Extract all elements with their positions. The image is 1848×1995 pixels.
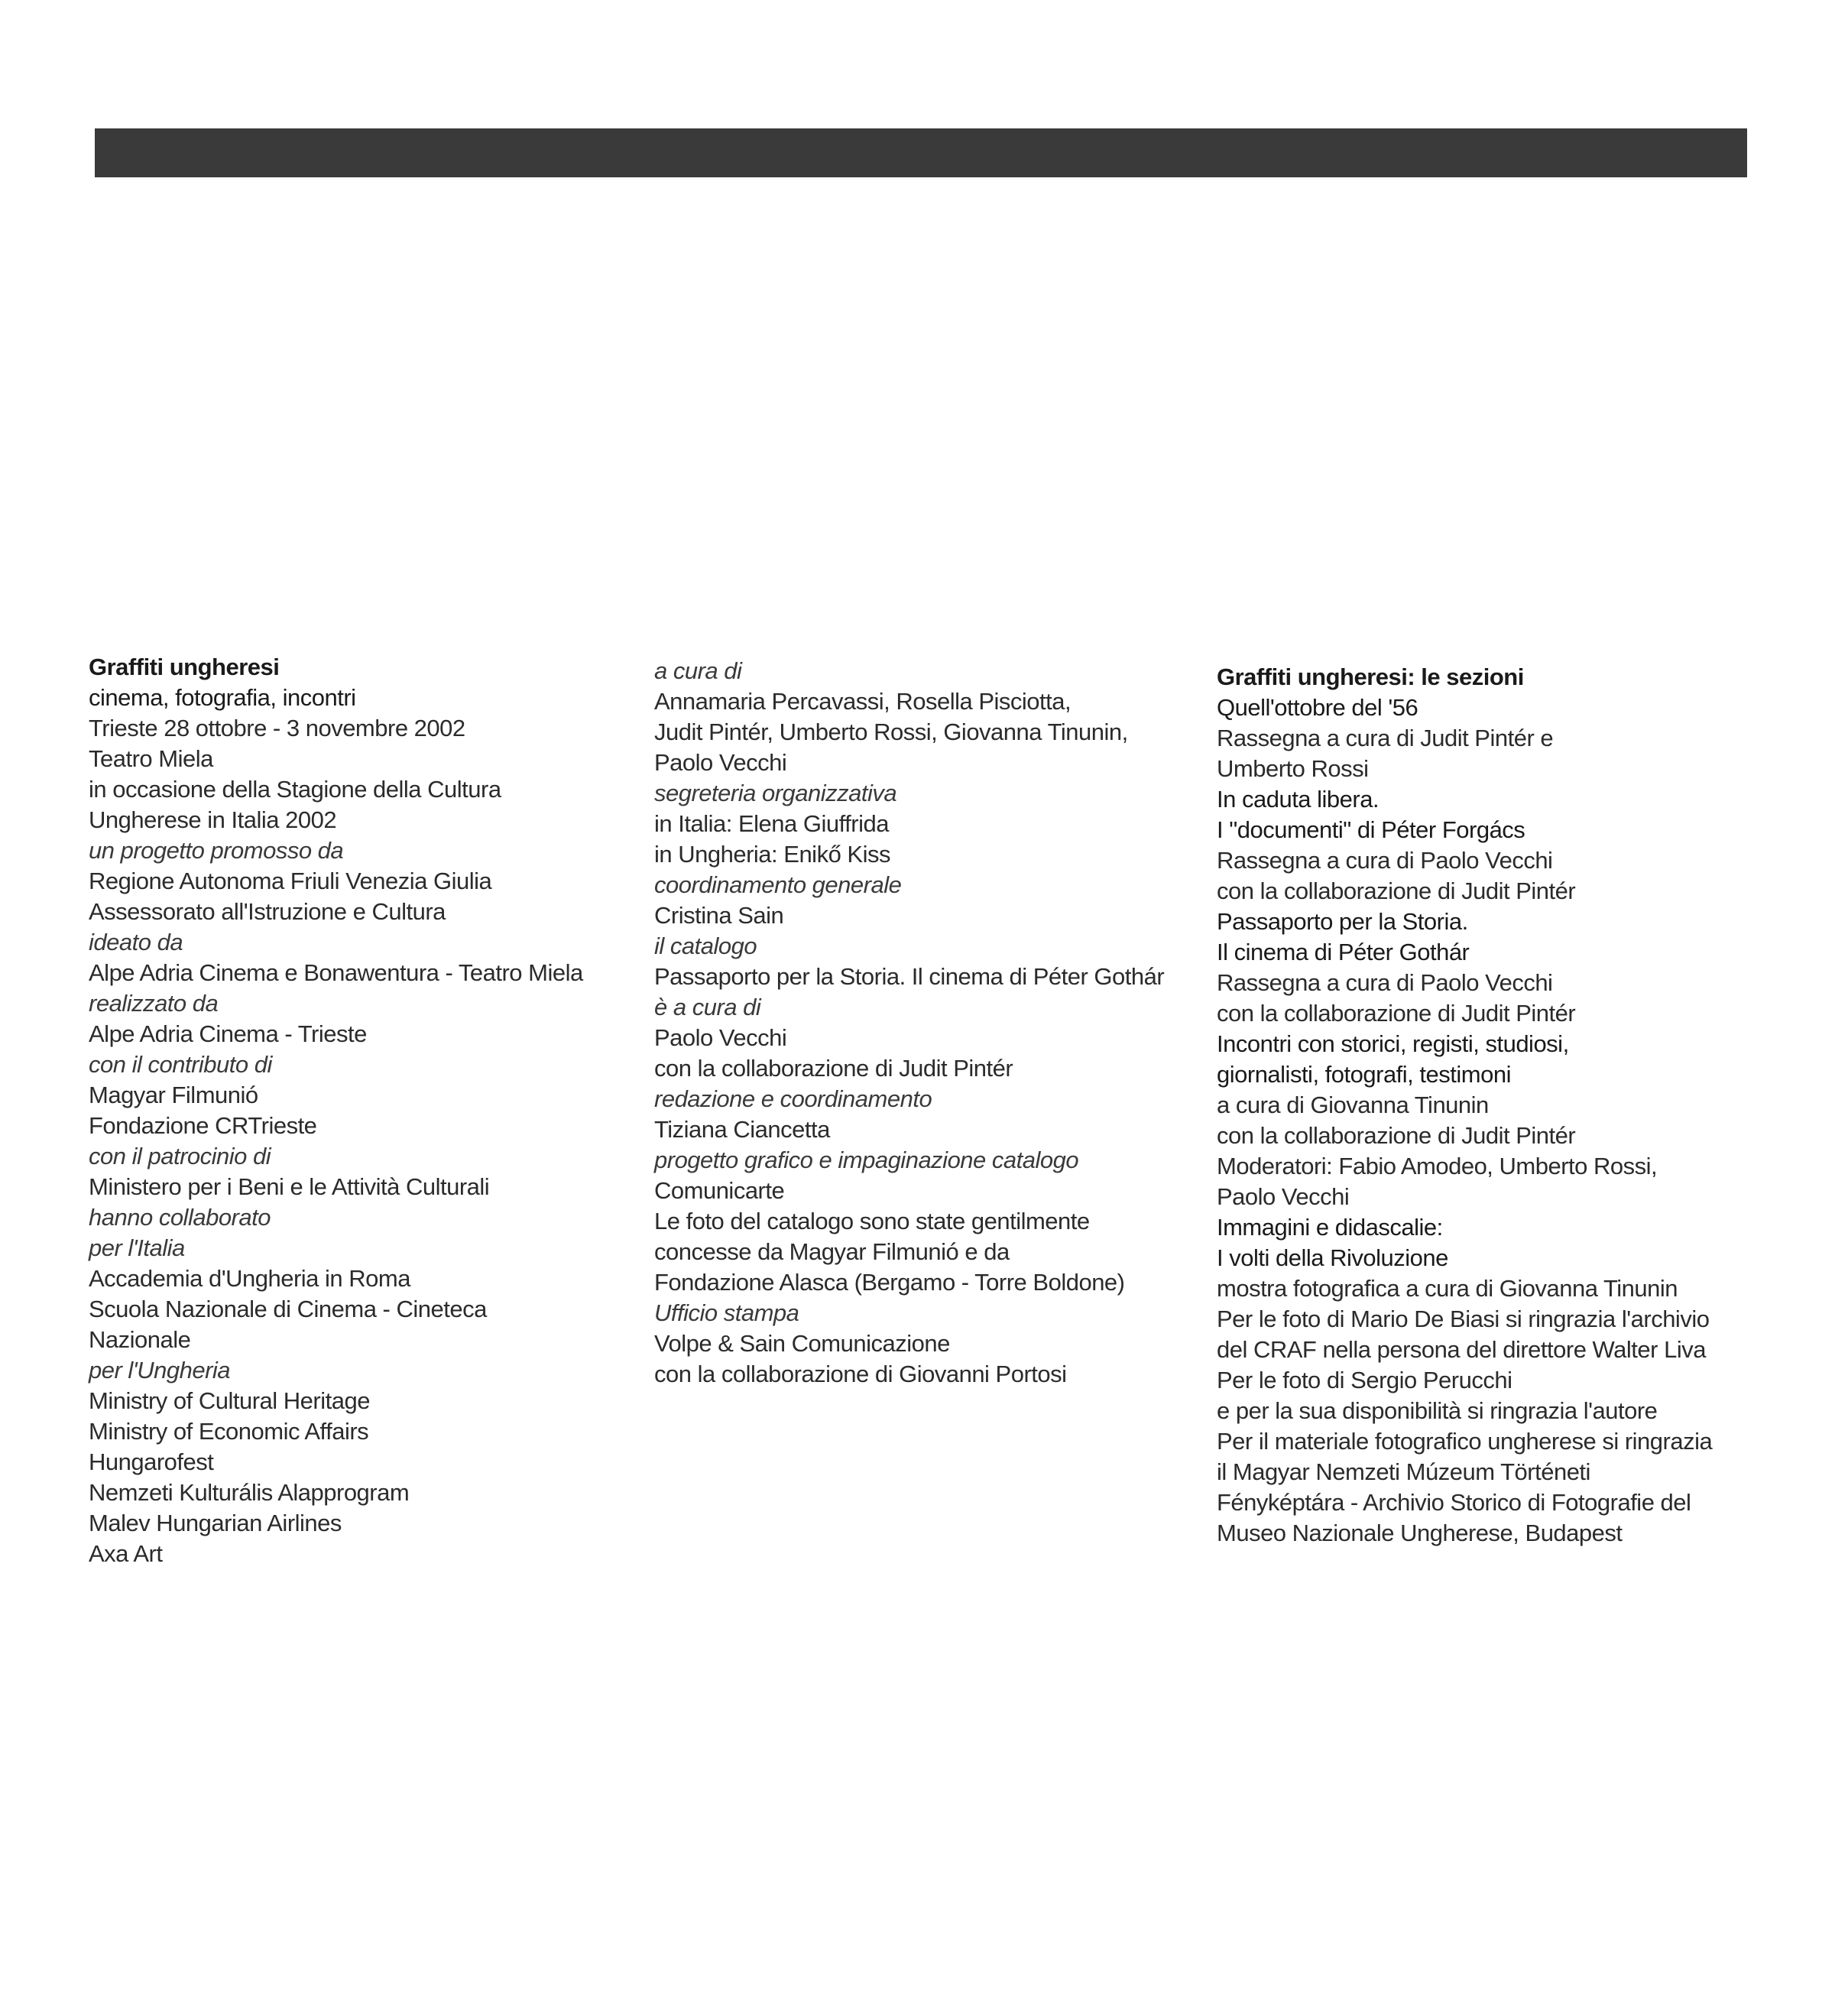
section-title: I "documenti" di Péter Forgács (1217, 816, 1525, 843)
segreteria-block (654, 778, 1204, 870)
section-title: In caduta libera. (1217, 786, 1380, 813)
contributo-block (89, 1049, 654, 1141)
credit-line: Tiziana Ciancetta (654, 1116, 830, 1143)
credit-line: Ministry of Cultural Heritage (89, 1387, 370, 1414)
collaborato-block (89, 1202, 654, 1569)
column-left (89, 652, 654, 1569)
event-subtitle: cinema, fotografia, incontri (89, 684, 356, 711)
patrocinio-block (89, 1141, 654, 1202)
section-title: Quell'ottobre del '56 (1217, 694, 1418, 721)
credit-line: Nazionale (89, 1326, 191, 1353)
occasion-block (89, 774, 654, 835)
segreteria-label: segreteria organizzativa (654, 780, 897, 806)
credit-line: Axa Art (89, 1540, 163, 1567)
contributo-label: con il contributo di (89, 1051, 272, 1078)
promosso-block (89, 835, 654, 927)
catalogo-label: il catalogo (654, 933, 757, 959)
stampa-block (654, 1298, 1204, 1390)
section-text: con la collaborazione di Judit Pintér (1217, 1122, 1576, 1149)
thanks-line: del CRAF nella persona del direttore Walter Liva (1217, 1336, 1706, 1363)
collaborato-label: hanno collaborato (89, 1204, 271, 1231)
section-text: mostra fotografica a cura di Giovanna Tinunin (1217, 1275, 1678, 1302)
section-5 (1217, 1212, 1767, 1304)
cura-block (654, 656, 1204, 778)
thanks-line: Per le foto di Mario De Biasi si ringrazia l'archivio (1217, 1306, 1710, 1332)
realizzato-label: realizzato da (89, 990, 219, 1017)
realizzato-block (89, 988, 654, 1049)
thanks-block (1217, 1304, 1767, 1549)
credit-line: Assessorato all'Istruzione e Cultura (89, 898, 446, 925)
occasion-line: in occasione della Stagione della Cultura (89, 776, 501, 803)
section-text: con la collaborazione di Judit Pintér (1217, 877, 1576, 904)
credit-line: Ministry of Economic Affairs (89, 1418, 369, 1445)
section-text: Rassegna a cura di Paolo Vecchi (1217, 969, 1553, 996)
credit-line: Alpe Adria Cinema - Trieste (89, 1020, 367, 1047)
credit-line: Judit Pintér, Umberto Rossi, Giovanna Tinunin, (654, 719, 1128, 745)
credit-line: Paolo Vecchi (654, 749, 787, 776)
credit-line: in Ungheria: Enikő Kiss (654, 841, 890, 868)
credit-line: Ministero per i Beni e le Attività Culturali (89, 1173, 490, 1200)
thanks-line: e per la sua disponibilità si ringrazia l'autore (1217, 1397, 1658, 1424)
section-text: Rassegna a cura di Judit Pintér e (1217, 725, 1554, 751)
section-title: giornalisti, fotografi, testimoni (1217, 1061, 1511, 1088)
catalogo-block (654, 931, 1204, 1084)
occasion-line: Ungherese in Italia 2002 (89, 806, 337, 833)
event-dates: Trieste 28 ottobre - 3 novembre 2002 (89, 715, 465, 741)
section-title: I volti della Rivoluzione (1217, 1244, 1448, 1271)
ideato-block (89, 927, 654, 988)
section-4 (1217, 1029, 1767, 1212)
text-line: Le foto del catalogo sono state gentilmente (654, 1208, 1090, 1234)
header-bar (95, 128, 1747, 177)
credit-line: Accademia d'Ungheria in Roma (89, 1265, 410, 1292)
promosso-label: un progetto promosso da (89, 837, 344, 864)
section-text: a cura di Giovanna Tinunin (1217, 1092, 1489, 1118)
credit-line: con la collaborazione di Judit Pintér (654, 1055, 1013, 1082)
patrocinio-label: con il patrocinio di (89, 1143, 271, 1169)
section-title: Il cinema di Péter Gothár (1217, 939, 1470, 965)
column-middle (654, 656, 1204, 1390)
credit-line: in Italia: Elena Giuffrida (654, 810, 889, 837)
section-title: Immagini e didascalie: (1217, 1214, 1443, 1241)
credit-line: Hungarofest (89, 1448, 214, 1475)
thanks-line: Museo Nazionale Ungherese, Budapest (1217, 1520, 1623, 1546)
column-right (1217, 662, 1767, 1549)
credit-line: Comunicarte (654, 1177, 785, 1204)
section-text: Umberto Rossi (1217, 755, 1369, 782)
coordinamento-block (654, 870, 1204, 931)
event-title: Graffiti ungheresi (89, 654, 280, 680)
section-text: Paolo Vecchi (1217, 1183, 1350, 1210)
credit-line: Magyar Filmunió (89, 1082, 258, 1108)
section-3 (1217, 907, 1767, 1029)
catalogo-cura-label: è a cura di (654, 994, 761, 1020)
text-line: Fondazione Alasca (Bergamo - Torre Boldone) (654, 1269, 1125, 1296)
ideato-label: ideato da (89, 929, 183, 955)
thanks-line: Per il materiale fotografico ungherese si ringrazia (1217, 1428, 1713, 1455)
section-title: Passaporto per la Storia. (1217, 908, 1468, 935)
ungheria-label: per l'Ungheria (89, 1357, 231, 1384)
section-text: Moderatori: Fabio Amodeo, Umberto Rossi, (1217, 1153, 1658, 1179)
cura-label: a cura di (654, 657, 742, 684)
credit-line: Fondazione CRTrieste (89, 1112, 317, 1139)
credit-line: Annamaria Percavassi, Rosella Pisciotta, (654, 688, 1072, 715)
thanks-line: il Magyar Nemzeti Múzeum Történeti (1217, 1458, 1590, 1485)
redazione-block (654, 1084, 1204, 1145)
credit-line: con la collaborazione di Giovanni Portosi (654, 1361, 1067, 1387)
foto-block (654, 1206, 1204, 1298)
credit-line: Scuola Nazionale di Cinema - Cineteca (89, 1296, 487, 1322)
section-1 (1217, 693, 1767, 784)
section-text: Rassegna a cura di Paolo Vecchi (1217, 847, 1553, 874)
text-line: concesse da Magyar Filmunió e da (654, 1238, 1010, 1265)
italia-label: per l'Italia (89, 1234, 185, 1261)
credit-line: Paolo Vecchi (654, 1024, 787, 1051)
credit-line: Alpe Adria Cinema e Bonawentura - Teatro Miela (89, 959, 583, 986)
section-title: Incontri con storici, registi, studiosi, (1217, 1030, 1569, 1057)
section-text: con la collaborazione di Judit Pintér (1217, 1000, 1576, 1027)
stampa-label: Ufficio stampa (654, 1299, 799, 1326)
credit-line: Nemzeti Kulturális Alapprogram (89, 1479, 410, 1506)
credit-line: Malev Hungarian Airlines (89, 1510, 342, 1536)
event-venue: Teatro Miela (89, 745, 213, 772)
sections-title: Graffiti ungheresi: le sezioni (1217, 663, 1524, 690)
grafica-block (654, 1145, 1204, 1206)
section-2 (1217, 784, 1767, 907)
coordinamento-label: coordinamento generale (654, 871, 902, 898)
redazione-label: redazione e coordinamento (654, 1085, 932, 1112)
credit-line: Regione Autonoma Friuli Venezia Giulia (89, 868, 492, 894)
credit-line: Volpe & Sain Comunicazione (654, 1330, 950, 1357)
grafica-label: progetto grafico e impaginazione catalogo (654, 1147, 1079, 1173)
credit-line: Cristina Sain (654, 902, 784, 929)
thanks-line: Per le foto di Sergio Perucchi (1217, 1367, 1512, 1393)
credit-line: Passaporto per la Storia. Il cinema di Péter Gothár (654, 963, 1165, 990)
thanks-line: Fényképtára - Archivio Storico di Fotografie del (1217, 1489, 1691, 1516)
